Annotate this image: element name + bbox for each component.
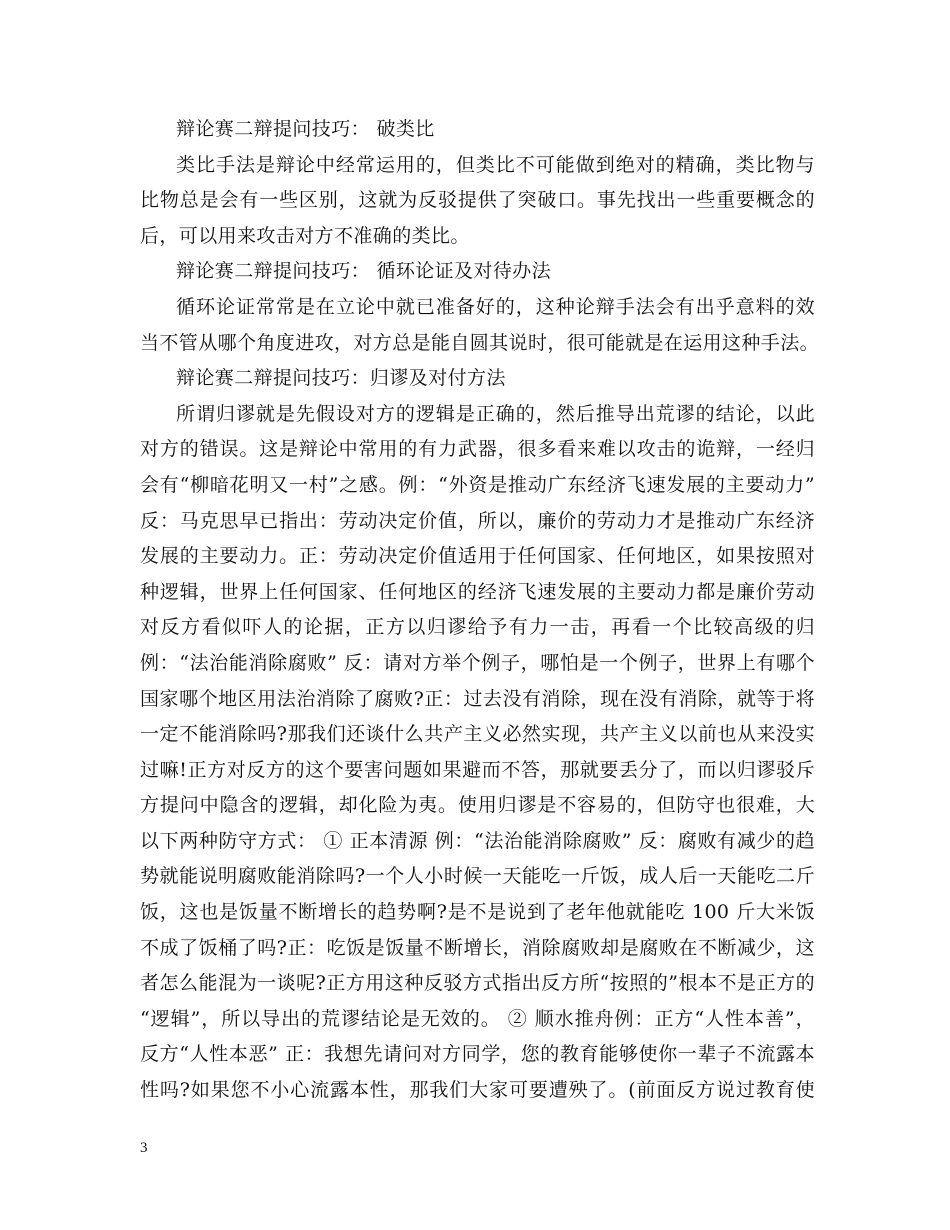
text-line: 种逻辑，世界上任何国家、任何地区的经济飞速发展的主要动力都是廉价劳动 (140, 580, 815, 603)
text-line: 循环论证常常是在立论中就已准备好的，这种论辩手法会有出乎意料的效 (176, 295, 815, 318)
text-line: 辩论赛二辩提问技巧：归谬及对付方法 (176, 367, 506, 390)
text-line: 一定不能消除吗?那我们还谈什么共产主义必然实现，共产主义以前也从来没实 (140, 723, 815, 746)
body-text (140, 112, 820, 1109)
text-line: 者怎么能混为一谈呢?正方用这种反驳方式指出反方所“按照的”根本不是正方的 (140, 972, 815, 995)
text-line: 当不管从哪个角度进攻，对方总是能自圆其说时，很可能就是在运用这种手法。 (140, 331, 820, 354)
text-line: 过嘛!正方对反方的这个要害问题如果避而不答，那就要丢分了，而以归谬驳斥 (140, 758, 815, 781)
page-number: 3 (140, 1140, 148, 1156)
text-line: 比物总是会有一些区别，这就为反驳提供了突破口。事先找出一些重要概念的 (140, 189, 815, 212)
text-line: 会有“柳暗花明又一村”之感。例：“外资是推动广东经济飞速发展的主要动力” (140, 473, 815, 496)
text-line: 势就能说明腐败能消除吗?一个人小时候一天能吃一斤饭，成人后一天能吃二斤 (140, 865, 815, 888)
text-line: 反方“人性本恶” 正：我想先请问对方同学，您的教育能够使你一辈子不流露本 (140, 1043, 815, 1066)
text-line: 性吗?如果您不小心流露本性，那我们大家可要遭殃了。(前面反方说过教育使 (140, 1079, 815, 1102)
text-line: 方提问中隐含的逻辑，却化险为夷。使用归谬是不容易的，但防守也很难，大 (140, 794, 815, 817)
text-line: 发展的主要动力。正：劳动决定价值适用于任何国家、任何地区，如果按照对 (140, 545, 815, 568)
text-line: 例：“法治能消除腐败” 反：请对方举个例子，哪怕是一个例子，世界上有哪个 (140, 651, 815, 674)
text-line: 反：马克思早已指出：劳动决定价值，所以，廉价的劳动力才是推动广东经济 (140, 509, 815, 532)
text-line: 辩论赛二辩提问技巧： 循环论证及对待办法 (176, 260, 552, 283)
text-line: 类比手法是辩论中经常运用的，但类比不可能做到绝对的精确，类比物与 (176, 153, 815, 176)
text-line: 国家哪个地区用法治消除了腐败?正：过去没有消除，现在没有消除，就等于将 (140, 687, 815, 710)
text-line: 对方的错误。这是辩论中常用的有力武器，很多看来难以攻击的诡辩，一经归 (140, 438, 815, 461)
text-line: 不成了饭桶了吗?正：吃饭是饭量不断增长，消除腐败却是腐败在不断减少，这 (140, 936, 815, 959)
text-line: 对反方看似吓人的论据，正方以归谬给予有力一击，再看一个比较高级的归 (140, 616, 815, 639)
text-line: 以下两种防守方式： ① 正本清源 例：“法治能消除腐败” 反：腐败有减少的趋 (140, 829, 815, 852)
text-line: 饭，这也是饭量不断增长的趋势啊?是不是说到了老年他就能吃 100 斤大米饭 (140, 901, 815, 924)
text-line: 所谓归谬就是先假设对方的逻辑是正确的，然后推导出荒谬的结论，以此 (176, 402, 815, 425)
text-line: 后，可以用来攻击对方不准确的类比。 (140, 224, 470, 247)
text-line: “逻辑”，所以导出的荒谬结论是无效的。 ② 顺水推舟例：正方“人性本善”， (140, 1007, 815, 1030)
text-line: 辩论赛二辩提问技巧： 破类比 (176, 118, 435, 140)
